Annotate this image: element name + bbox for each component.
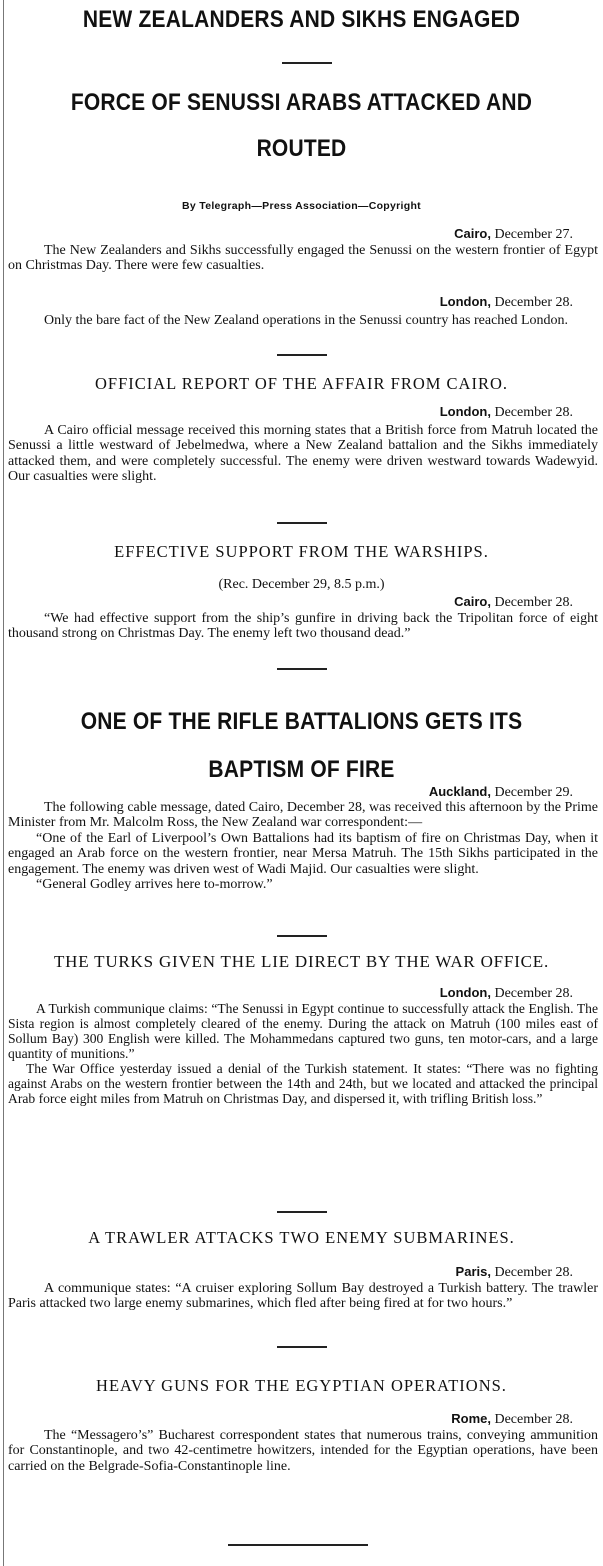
article-paragraph: The New Zealanders and Sikhs successfully engaged the Senussi on the western frontier of Egypt on Christmas Day. There were few casualties. — [8, 243, 598, 274]
end-rule — [228, 1544, 368, 1546]
divider — [277, 522, 327, 524]
article-paragraph: “We had effective support from the ship’s gunfire in driving back the Tripolitan force of eight thousand strong on Christmas Day. The enemy left two thousand dead.” — [8, 611, 598, 642]
received-note: (Rec. December 29, 8.5 p.m.) — [218, 577, 385, 592]
article-body — [8, 800, 598, 892]
dateline: Auckland, December 29. — [428, 784, 573, 800]
divider — [277, 354, 327, 356]
dateline: Cairo, December 28. — [454, 594, 573, 610]
divider — [277, 668, 327, 670]
dateline-date: December 27. — [494, 227, 573, 242]
divider — [277, 1211, 327, 1213]
section-heading: EFFECTIVE SUPPORT FROM THE WARSHIPS. — [114, 542, 489, 561]
headline: ONE OF THE RIFLE BATTALIONS GETS ITS BAPTISM OF FIRE — [80, 708, 523, 783]
section-heading: A TRAWLER ATTACKS TWO ENEMY SUBMARINES. — [88, 1228, 515, 1247]
article-paragraph: “One of the Earl of Liverpool’s Own Battalions had its baptism of fire on Christmas Day, when it engaged an Arab force on the western frontier, near Mersa Matruh. The 15th Sikhs participated in the engagement. The enemy was driven west of Wadi Majid. Our casualties were slight. — [8, 830, 598, 877]
article-paragraph: A Turkish communique claims: “The Senussi in Egypt continue to successfully attack the English. The Sista region is almost completely cleared of the enemy. During the attack on Matruh (100 miles east of Sollum Bay) 300 English were killed. The Mohammedans captured two guns, ten motor-cars, and a large quantity of munitions.” — [8, 1001, 598, 1061]
article-paragraph: The War Office yesterday issued a denial of the Turkish statement. It states: “There was no fighting against Arabs on the western frontier between the 14th and 24th, but we located and attacked the principal Arab force eight miles from Matruh on Christmas Day, and dispersed it, with trifling British loss.” — [8, 1061, 598, 1106]
divider — [282, 62, 332, 64]
dateline: Rome, December 28. — [451, 1411, 573, 1427]
dateline: London, December 28. — [439, 404, 573, 420]
dateline: London, December 28. — [439, 294, 573, 310]
headline: NEW ZEALANDERS AND SIKHS ENGAGED — [82, 6, 521, 33]
divider — [277, 935, 327, 937]
dateline: Paris, December 28. — [455, 1264, 573, 1280]
article-paragraph: “General Godley arrives here to-morrow.” — [36, 877, 273, 893]
article-paragraph: A communique states: “A cruiser exploring Sollum Bay destroyed a Turkish battery. The trawler Paris attacked two large enemy submarines, which fled after being fired at for two hours.” — [8, 1281, 598, 1312]
dateline — [454, 226, 573, 243]
article-paragraph: The following cable message, dated Cairo, December 28, was received this afternoon by the Prime Minister from Mr. Malcolm Ross, the New Zealand war correspondent:— — [8, 800, 598, 831]
section-heading: HEAVY GUNS FOR THE EGYPTIAN OPERATIONS. — [96, 1376, 507, 1395]
byline: By Telegraph—Press Association—Copyright — [182, 200, 421, 212]
section-heading: THE TURKS GIVEN THE LIE DIRECT BY THE WAR OFFICE. — [53, 952, 550, 971]
divider — [277, 1346, 327, 1348]
article-paragraph: A Cairo official message received this morning states that a British force from Matruh located the Senussi a little westward of Jebelmedwa, where a New Zealand battalion and the Sikhs immediately attacked them, and were completely successful. The enemy were driven westward towards Wadewyid. Our casualties were slight. — [8, 423, 598, 485]
section-heading: OFFICIAL REPORT OF THE AFFAIR FROM CAIRO. — [94, 374, 508, 393]
dateline-place: Cairo, — [454, 226, 491, 241]
article-body — [8, 1001, 598, 1106]
article-paragraph: The “Messagero’s” Bucharest correspondent states that numerous trains, conveying ammunition for Constantinople, and two 42-centimetre howitzers, intended for the Egyptian operations, have been carried on the Belgrade-Sofia-Constantinople line. — [8, 1428, 598, 1474]
subheadline: FORCE OF SENUSSI ARABS ATTACKED AND ROUTED — [70, 89, 533, 162]
dateline: London, December 28. — [439, 985, 573, 1001]
article-paragraph: Only the bare fact of the New Zealand operations in the Senussi country has reached London. — [44, 313, 569, 328]
